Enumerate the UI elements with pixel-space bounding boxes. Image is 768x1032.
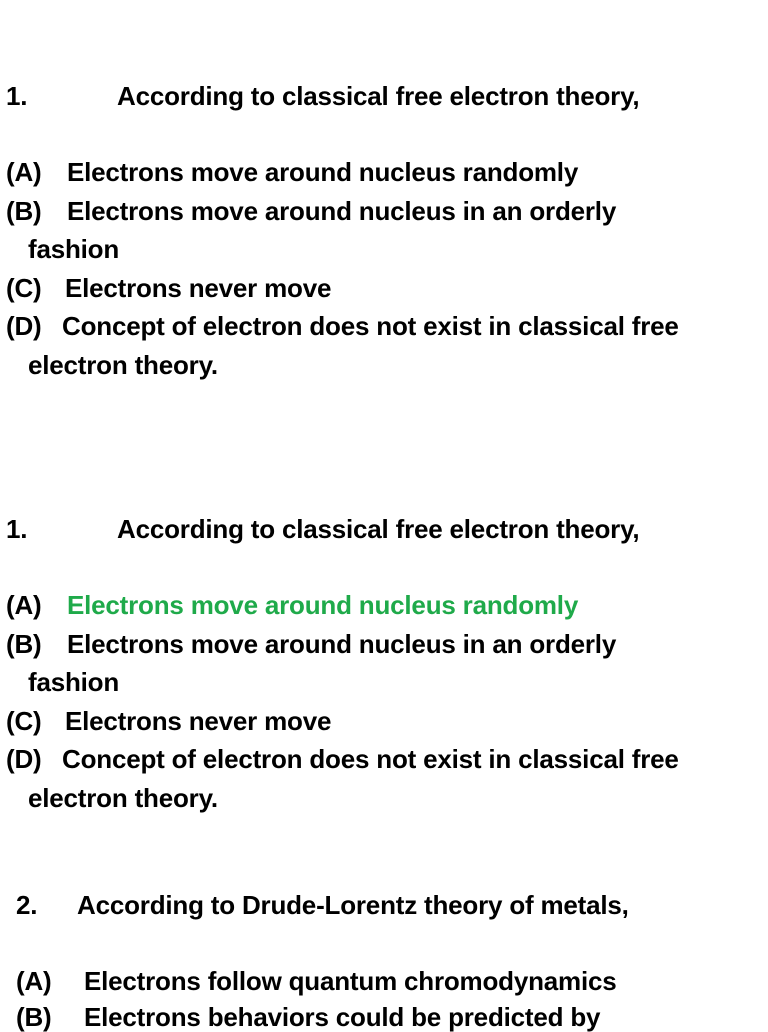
- answer-option-a-label: (A): [6, 590, 42, 620]
- answer-option-d-label: (D): [6, 744, 42, 774]
- answer-option-d-continuation: electron theory.: [28, 783, 218, 813]
- question-2-number: 2.: [16, 890, 38, 920]
- answer-option-b-text: Electrons move around nucleus in an orderly: [67, 629, 617, 659]
- option-a-label: (A): [6, 157, 42, 187]
- q2-option-b-label: (B): [16, 1002, 52, 1032]
- answer-option-c-label: (C): [6, 706, 42, 736]
- option-b-continuation: fashion: [28, 234, 120, 264]
- question-1-number: 1.: [6, 81, 28, 111]
- option-d-continuation: electron theory.: [28, 350, 218, 380]
- q2-option-a-label: (A): [16, 966, 52, 996]
- option-c-label: (C): [6, 273, 42, 303]
- answer-option-b-label: (B): [6, 629, 42, 659]
- option-b-text: Electrons move around nucleus in an orderly: [67, 196, 617, 226]
- question-2-text: According to Drude-Lorentz theory of metals,: [77, 890, 629, 920]
- answer-option-c-text: Electrons never move: [65, 706, 332, 736]
- option-b-label: (B): [6, 196, 42, 226]
- answer-option-d-text: Concept of electron does not exist in classical free: [62, 744, 679, 774]
- answer-question-text: According to classical free electron theory,: [117, 514, 640, 544]
- q2-option-a-text: Electrons follow quantum chromodynamics: [84, 966, 617, 996]
- option-c-text: Electrons never move: [65, 273, 332, 303]
- q2-option-b-text: Electrons behaviors could be predicted by: [84, 1002, 601, 1032]
- option-a-text: Electrons move around nucleus randomly: [67, 157, 579, 187]
- correct-answer-text: Electrons move around nucleus randomly: [67, 590, 579, 620]
- answer-question-number: 1.: [6, 514, 28, 544]
- question-1-text: According to classical free electron theory,: [117, 81, 640, 111]
- option-d-label: (D): [6, 311, 42, 341]
- answer-option-b-continuation: fashion: [28, 667, 120, 697]
- option-d-text: Concept of electron does not exist in classical free: [62, 311, 679, 341]
